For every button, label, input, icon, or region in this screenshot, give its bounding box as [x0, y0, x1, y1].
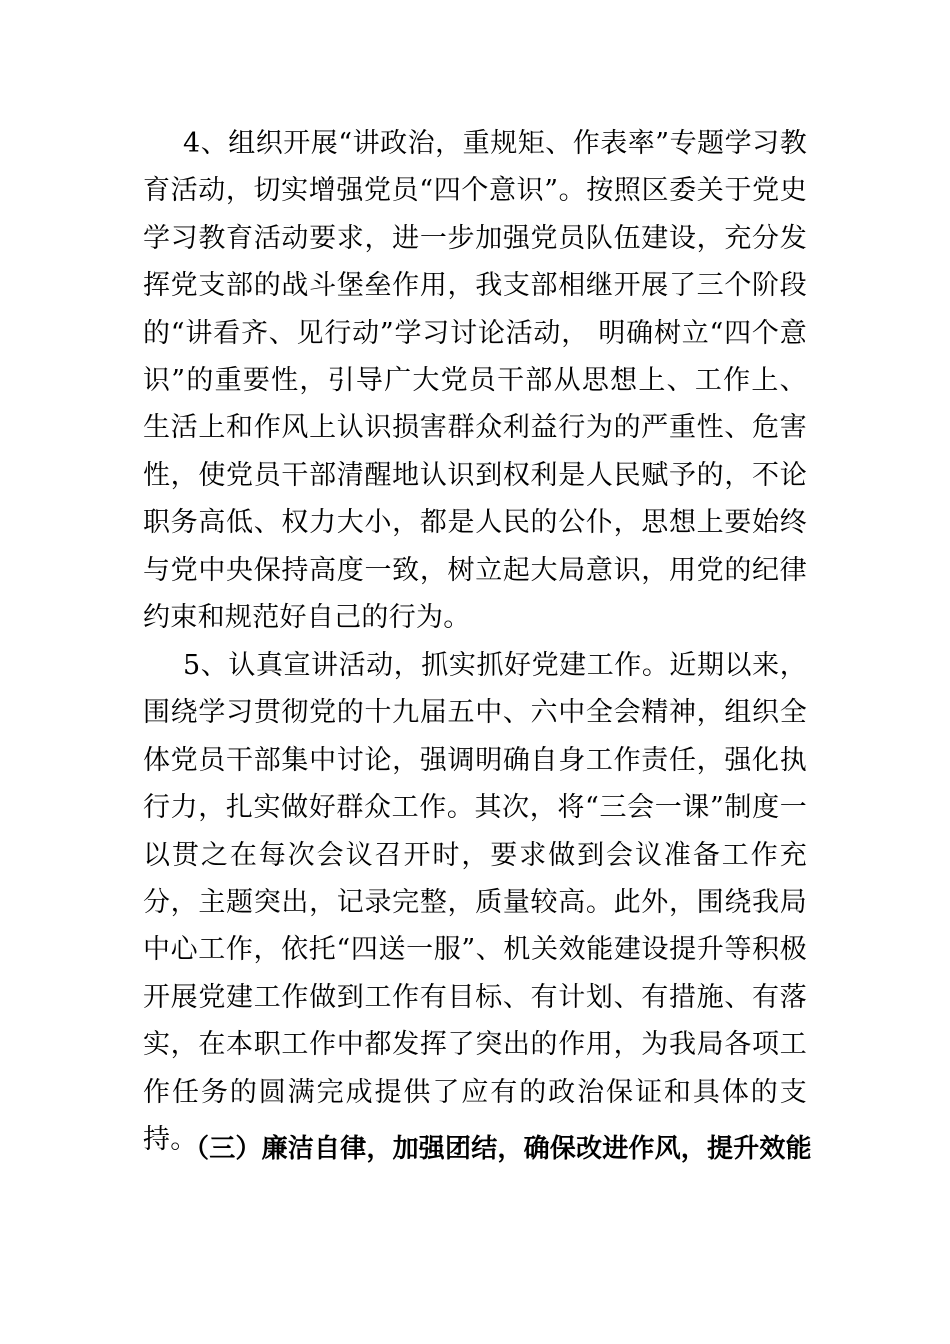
paragraph-item-5: 5、认真宣讲活动，抓实抓好党建工作。近期以来，围绕学习贯彻党的十九届五中、六中全会精神，组织全体党员干部集中讨论，强调明确自身工作责任，强化执行力，扎实做好群众工作。其次，将“三会一课”制度一以贯之在每次会议召开时，要求做到会议准备工作充分，主题突出，记录完整，质量较高。此外，围绕我局中心工作，依托“四送一服”、机关效能建设提升等积极开展党建工作做到工作有目标、有计划、有措施、有落实，在本职工作中都发挥了突出的作用，为我局各项工作任务的圆满完成提供了应有的政治保证和具体的支持。: [143, 650, 807, 1156]
section-heading: （三）廉洁自律，加强团结，确保改进作风，提升效能: [183, 1134, 812, 1164]
paragraph-item-4: 4、组织开展“讲政治，重规矩、作表率”专题学习教育活动，切实增强党员“四个意识”。按照区委关于党史学习教育活动要求，进一步加强党员队伍建设，充分发挥党支部的战斗堡垒作用，我支部相继开展了三个阶段的“讲看齐、见行动”学习讨论活动， 明确树立“四个意识”的重要性，引导广大党员干部从思想上、工作上、生活上和作风上认识损害群众利益行为的严重性、危害性，使党员干部清醒地认识到权利是人民赋予的，不论职务高低、权力大小，都是人民的公仆，思想上要始终与党中央保持高度一致，树立起大局意识，用党的纪律约束和规范好自己的行为。: [143, 128, 807, 634]
